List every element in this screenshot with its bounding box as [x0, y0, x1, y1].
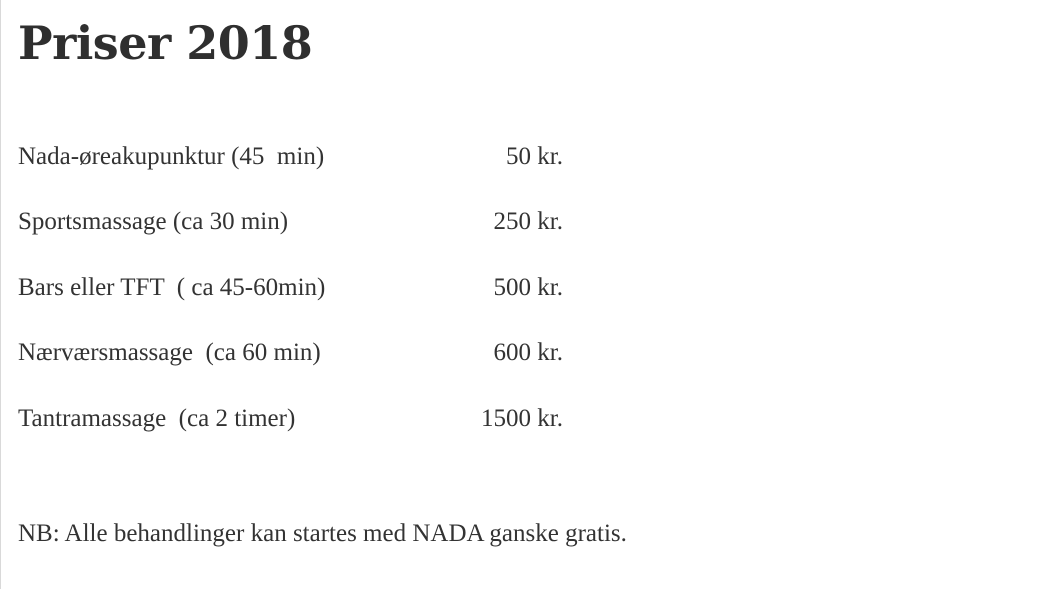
- page-left-border: [0, 0, 1, 589]
- service-price: 500 kr.: [493, 273, 563, 301]
- service-price: 250 kr.: [493, 208, 563, 236]
- price-row: [18, 124, 563, 190]
- page-title: Priser 2018: [18, 16, 313, 70]
- service-name: Nada-øreakupunktur (45 min): [18, 142, 325, 170]
- service-name: Tantramassage (ca 2 timer): [18, 404, 296, 432]
- price-row: [18, 386, 563, 452]
- service-name: Sportsmassage (ca 30 min): [18, 208, 289, 236]
- price-row: [18, 190, 563, 256]
- service-name: Bars eller TFT ( ca 45-60min): [18, 273, 326, 301]
- price-row: [18, 255, 563, 321]
- service-name: Nærværsmassage (ca 60 min): [18, 339, 321, 367]
- service-price: 600 kr.: [493, 339, 563, 367]
- service-price: 50 kr.: [506, 142, 563, 170]
- service-price: 1500 kr.: [481, 404, 563, 432]
- footnote: NB: Alle behandlinger kan startes med NADA ganske gratis.: [18, 520, 627, 547]
- price-row: [18, 321, 563, 387]
- price-table: [18, 124, 563, 452]
